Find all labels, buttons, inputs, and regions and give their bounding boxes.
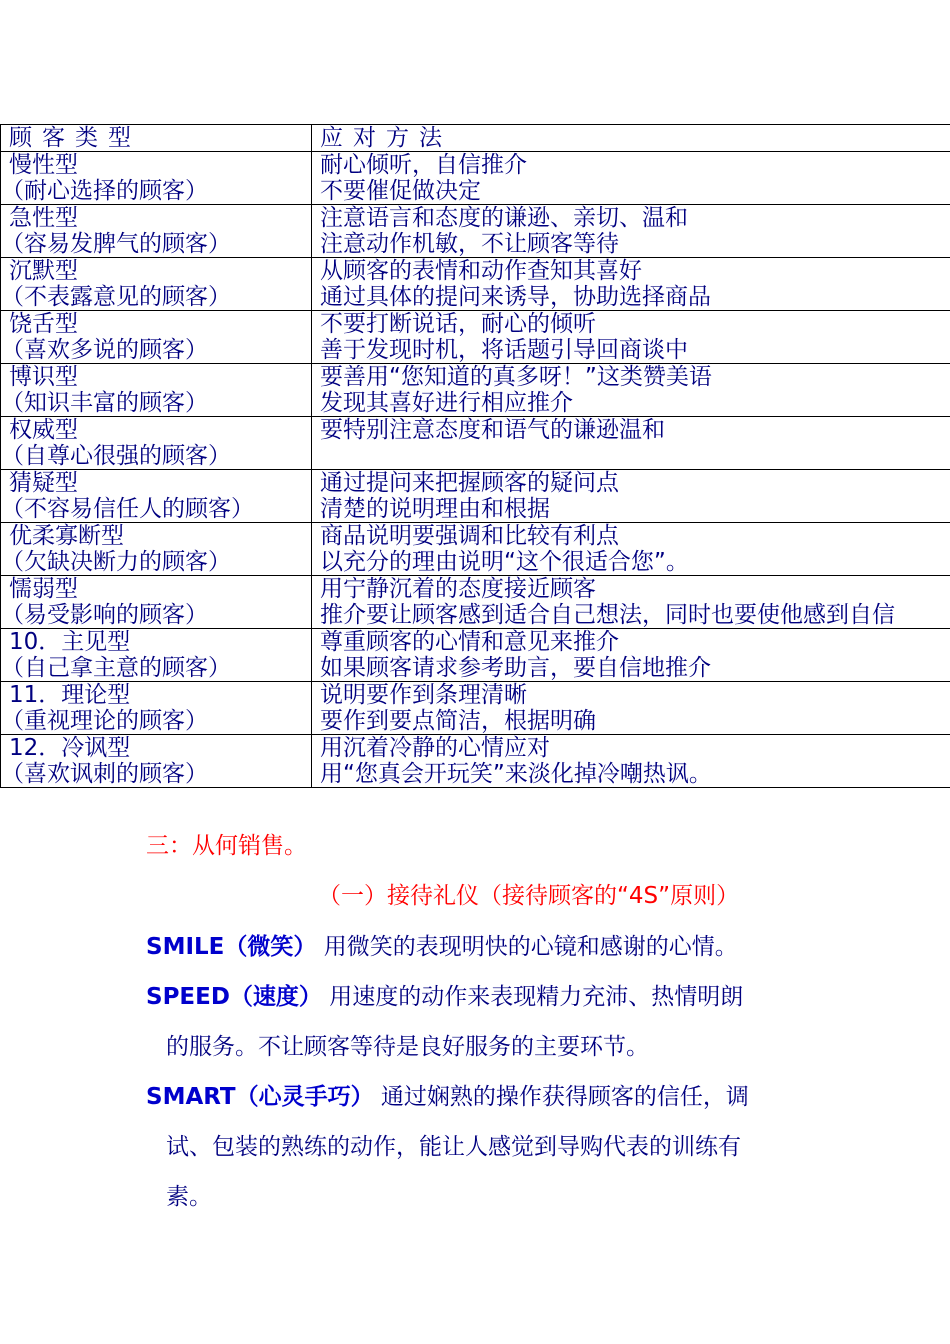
customer-type-cell (1, 311, 312, 364)
principle-text-cont: 的服务。不让顾客等待是良好服务的主要环节。 (166, 1034, 649, 1060)
customer-type-name: 优柔寡断型 (9, 523, 124, 549)
method-cell (312, 364, 950, 417)
principle-text: 用微笑的表现明快的心镜和感谢的心情。 (316, 934, 738, 960)
method-line: 用沉着冷静的心情应对 (320, 735, 550, 761)
method-line: 不要打断说话，耐心的倾听 (320, 311, 596, 337)
customer-type-name: 10．主见型 (9, 629, 131, 655)
customer-type-desc: （喜欢讽刺的顾客） (1, 761, 208, 787)
method-line: 要特别注意态度和语气的谦逊温和 (320, 417, 665, 443)
method-line: 如果顾客请求参考助言，要自信地推介 (320, 655, 711, 681)
customer-type-desc: （欠缺决断力的顾客） (1, 549, 231, 575)
method-line: 通过提问来把握顾客的疑问点 (320, 470, 619, 496)
customer-type-cell (1, 417, 312, 470)
method-line: 用“您真会开玩笑”来淡化掉冷嘲热讽。 (320, 761, 712, 787)
customer-type-cell (1, 523, 312, 576)
customer-type-cell (1, 735, 312, 788)
customer-type-desc: （易受影响的顾客） (1, 602, 208, 628)
principle-text: 通过娴熟的操作获得顾客的信任，调 (373, 1084, 749, 1110)
method-line: 清楚的说明理由和根据 (320, 496, 550, 522)
method-cell (312, 311, 950, 364)
customer-type-name: 权威型 (9, 417, 78, 443)
table-row (1, 417, 950, 470)
customer-type-name: 12．冷讽型 (9, 735, 131, 761)
method-line: 以充分的理由说明“这个很适合您”。 (320, 549, 689, 575)
customer-type-name: 懦弱型 (9, 576, 78, 602)
customer-type-desc: （容易发脾气的顾客） (1, 231, 231, 257)
principle-term: SPEED（速度） (146, 984, 322, 1010)
method-line: 注意语言和态度的谦逊、亲切、温和 (320, 205, 688, 231)
principle-smart (146, 1072, 846, 1222)
table-row (1, 364, 950, 417)
customer-type-desc: （不容易信任人的顾客） (1, 496, 254, 522)
customer-type-desc: （知识丰富的顾客） (1, 390, 208, 416)
method-cell (312, 629, 950, 682)
customer-type-table (0, 124, 950, 788)
method-line: 耐心倾听，自信推介 (320, 152, 527, 178)
method-cell (312, 417, 950, 470)
method-cell (312, 523, 950, 576)
table-row (1, 470, 950, 523)
principle-text-cont: 素。 (166, 1184, 212, 1210)
method-line: 用宁静沉着的态度接近顾客 (320, 576, 596, 602)
table-row (1, 205, 950, 258)
method-line (320, 443, 950, 469)
customer-type-cell (1, 576, 312, 629)
method-cell (312, 682, 950, 735)
customer-type-desc: （耐心选择的顾客） (1, 178, 208, 204)
method-line: 要善用“您知道的真多呀！”这类赞美语 (320, 364, 712, 390)
table-row (1, 576, 950, 629)
table-row (1, 152, 950, 205)
customer-type-name: 饶舌型 (9, 311, 78, 337)
customer-type-cell (1, 364, 312, 417)
customer-type-cell (1, 629, 312, 682)
principle-term: SMART（心灵手巧） (146, 1084, 374, 1110)
customer-type-name: 猜疑型 (9, 470, 78, 496)
principle-smile (146, 922, 846, 972)
method-cell (312, 152, 950, 205)
customer-type-cell (1, 205, 312, 258)
customer-type-desc: （重视理论的顾客） (1, 708, 208, 734)
table-header-row (1, 125, 950, 152)
table-row (1, 523, 950, 576)
method-line: 善于发现时机，将话题引导回商谈中 (320, 337, 688, 363)
method-line: 从顾客的表情和动作查知其喜好 (320, 258, 642, 284)
section-subtitle: （一）接待礼仪（接待顾客的“4S”原则） (318, 883, 740, 909)
table-row (1, 682, 950, 735)
method-line: 说明要作到条理清晰 (320, 682, 527, 708)
method-cell (312, 735, 950, 788)
table-row (1, 258, 950, 311)
customer-type-name: 博识型 (9, 364, 78, 390)
section-title: 三：从何销售。 (146, 833, 307, 859)
method-line: 要作到要点简洁，根据明确 (320, 708, 596, 734)
customer-type-name: 11．理论型 (9, 682, 131, 708)
customer-type-desc: （自尊心很强的顾客） (1, 443, 231, 469)
method-line: 不要催促做决定 (320, 178, 481, 204)
principle-text: 用速度的动作来表现精力充沛、热情明朗 (321, 984, 744, 1010)
header-method: 应对方法 (312, 125, 950, 152)
customer-type-name: 急性型 (9, 205, 78, 231)
customer-type-cell (1, 258, 312, 311)
table-row (1, 629, 950, 682)
principle-text-cont: 试、包装的熟练的动作，能让人感觉到导购代表的训练有 (166, 1134, 741, 1160)
principle-term: SMILE（微笑） (146, 934, 317, 960)
method-line: 推介要让顾客感到适合自己想法，同时也要使他感到自信 (320, 602, 895, 628)
method-cell (312, 470, 950, 523)
table-row (1, 311, 950, 364)
customer-type-name: 慢性型 (9, 152, 78, 178)
method-cell (312, 205, 950, 258)
customer-type-cell (1, 682, 312, 735)
method-cell (312, 258, 950, 311)
customer-type-cell (1, 152, 312, 205)
customer-type-desc: （喜欢多说的顾客） (1, 337, 208, 363)
method-line: 尊重顾客的心情和意见来推介 (320, 629, 619, 655)
customer-type-desc: （不表露意见的顾客） (1, 284, 231, 310)
table-row (1, 735, 950, 788)
method-cell (312, 576, 950, 629)
method-line: 通过具体的提问来诱导，协助选择商品 (320, 284, 711, 310)
customer-type-desc: （自己拿主意的顾客） (1, 655, 231, 681)
principle-speed (146, 972, 846, 1072)
method-line: 商品说明要强调和比较有利点 (320, 523, 619, 549)
customer-type-name: 沉默型 (9, 258, 78, 284)
method-line: 注意动作机敏，不让顾客等待 (320, 231, 619, 257)
header-customer-type: 顾客类型 (1, 125, 312, 152)
customer-type-cell (1, 470, 312, 523)
method-line: 发现其喜好进行相应推介 (320, 390, 573, 416)
customer-type-table-wrap (0, 124, 950, 788)
